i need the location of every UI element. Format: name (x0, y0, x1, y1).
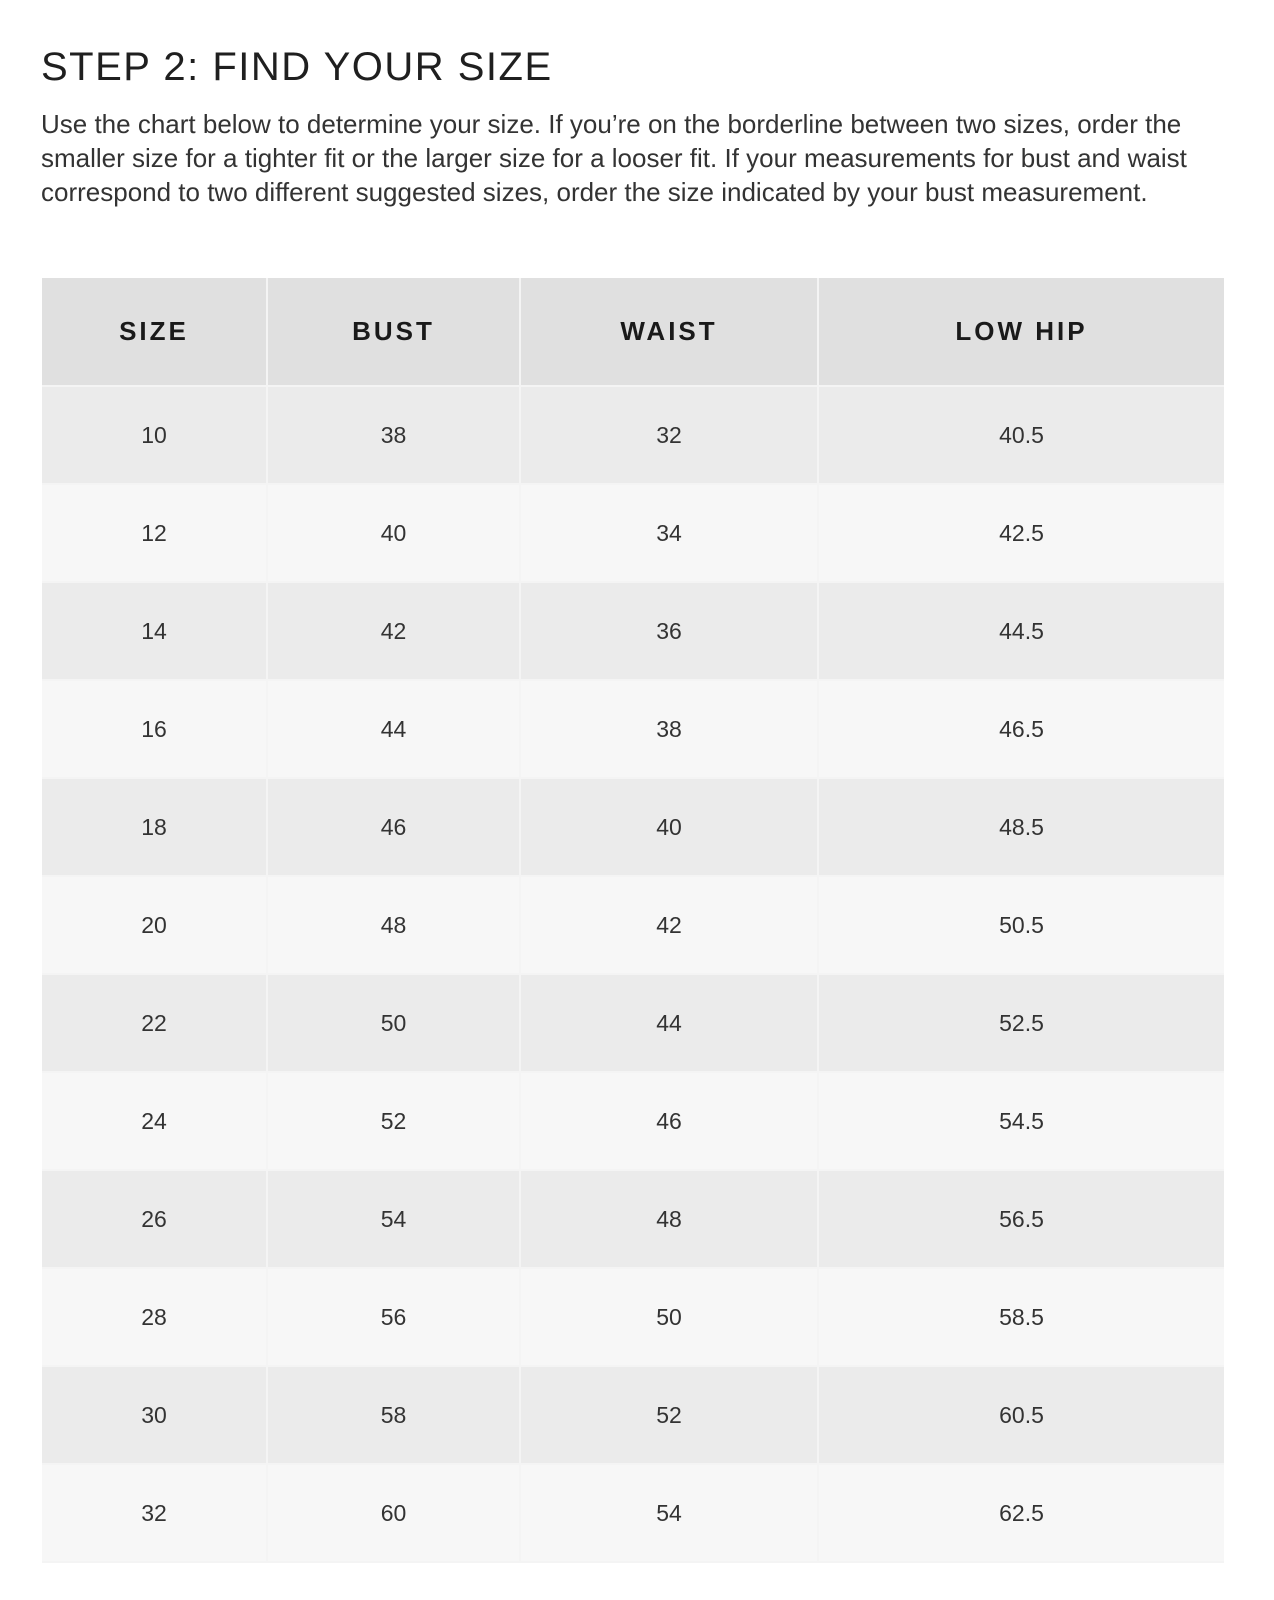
cell-bust: 38 (268, 387, 521, 485)
column-header-low-hip: LOW HIP (819, 278, 1224, 387)
cell-waist: 52 (521, 1367, 819, 1465)
cell-size: 14 (42, 583, 268, 681)
column-header-waist: WAIST (521, 278, 819, 387)
cell-low-hip: 50.5 (819, 877, 1224, 975)
cell-size: 12 (42, 485, 268, 583)
cell-bust: 46 (268, 779, 521, 877)
cell-waist: 50 (521, 1269, 819, 1367)
cell-low-hip: 48.5 (819, 779, 1224, 877)
cell-low-hip: 56.5 (819, 1171, 1224, 1269)
table-row (42, 1465, 1224, 1563)
cell-waist: 42 (521, 877, 819, 975)
cell-size: 16 (42, 681, 268, 779)
intro-paragraph: Use the chart below to determine your size. If you’re on the borderline between two sizes, order the smaller size for a tighter fit or the larger size for a looser fit. If your measurements for bust and waist correspond to two different suggested sizes, order the size indicated by your bust measurement. (41, 109, 1187, 207)
cell-bust: 44 (268, 681, 521, 779)
cell-waist: 40 (521, 779, 819, 877)
table-row (42, 877, 1224, 975)
cell-waist: 38 (521, 681, 819, 779)
cell-low-hip: 46.5 (819, 681, 1224, 779)
table-row (42, 1171, 1224, 1269)
cell-waist: 54 (521, 1465, 819, 1563)
step-label: STEP 2: (41, 45, 200, 89)
cell-waist: 34 (521, 485, 819, 583)
cell-low-hip: 42.5 (819, 485, 1224, 583)
cell-size: 22 (42, 975, 268, 1073)
page-title (41, 42, 553, 92)
cell-bust: 58 (268, 1367, 521, 1465)
cell-bust: 60 (268, 1465, 521, 1563)
cell-low-hip: 62.5 (819, 1465, 1224, 1563)
cell-size: 24 (42, 1073, 268, 1171)
cell-size: 18 (42, 779, 268, 877)
cell-size: 10 (42, 387, 268, 485)
table-row (42, 485, 1224, 583)
cell-bust: 48 (268, 877, 521, 975)
cell-size: 28 (42, 1269, 268, 1367)
table-row (42, 1269, 1224, 1367)
cell-waist: 46 (521, 1073, 819, 1171)
table-row (42, 583, 1224, 681)
cell-waist: 36 (521, 583, 819, 681)
cell-bust: 40 (268, 485, 521, 583)
table-body (42, 387, 1224, 1563)
table-row (42, 1367, 1224, 1465)
cell-bust: 52 (268, 1073, 521, 1171)
cell-size: 20 (42, 877, 268, 975)
column-header-size: SIZE (42, 278, 268, 387)
cell-bust: 50 (268, 975, 521, 1073)
cell-size: 32 (42, 1465, 268, 1563)
cell-low-hip: 44.5 (819, 583, 1224, 681)
cell-waist: 44 (521, 975, 819, 1073)
cell-size: 26 (42, 1171, 268, 1269)
cell-bust: 42 (268, 583, 521, 681)
cell-low-hip: 52.5 (819, 975, 1224, 1073)
cell-size: 30 (42, 1367, 268, 1465)
size-chart-table (42, 278, 1224, 1563)
table-header-row (42, 278, 1224, 387)
cell-bust: 56 (268, 1269, 521, 1367)
page-title-text: FIND YOUR SIZE (212, 45, 553, 89)
table-row (42, 779, 1224, 877)
cell-bust: 54 (268, 1171, 521, 1269)
table-row (42, 1073, 1224, 1171)
cell-low-hip: 40.5 (819, 387, 1224, 485)
cell-low-hip: 54.5 (819, 1073, 1224, 1171)
table-row (42, 975, 1224, 1073)
column-header-bust: BUST (268, 278, 521, 387)
cell-low-hip: 60.5 (819, 1367, 1224, 1465)
table-row (42, 387, 1224, 485)
cell-waist: 32 (521, 387, 819, 485)
table-row (42, 681, 1224, 779)
cell-low-hip: 58.5 (819, 1269, 1224, 1367)
cell-waist: 48 (521, 1171, 819, 1269)
